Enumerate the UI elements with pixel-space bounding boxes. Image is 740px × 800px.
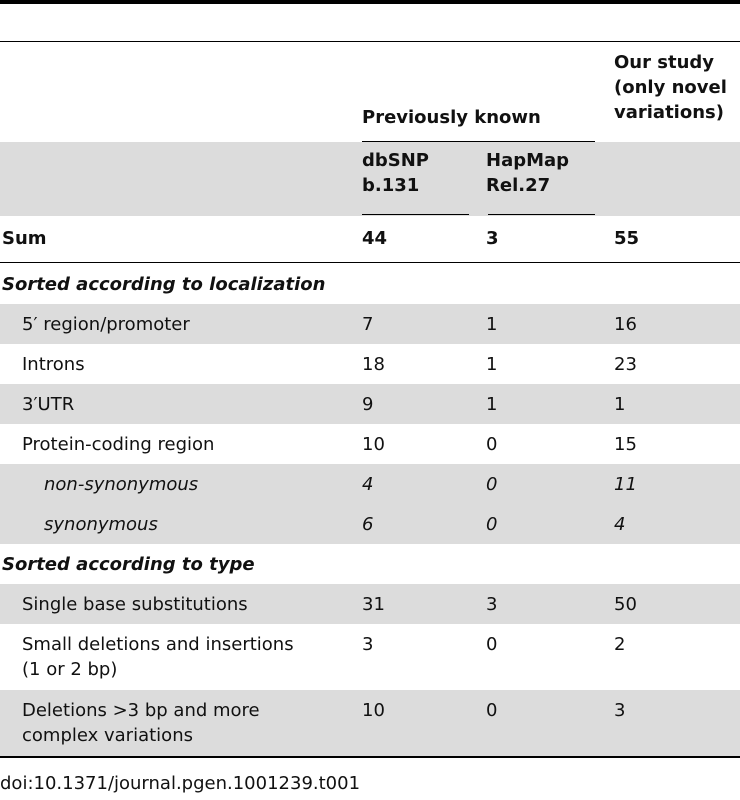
sum-row <box>0 216 740 264</box>
hapmap-header: HapMap Rel.27 <box>476 142 602 216</box>
sum-dbsnp: 44 <box>362 228 388 249</box>
sum-study: 55 <box>614 228 640 249</box>
our-study-header: Our study (only novel variations) <box>614 52 727 123</box>
table-row: Deletions >3 bp and more complex variations 10 0 3 <box>0 690 740 756</box>
hapmap-underline <box>488 214 595 215</box>
header-row-1 <box>0 42 740 142</box>
sum-rule <box>0 262 740 263</box>
table-row: Introns 18 1 23 <box>22 354 637 375</box>
table-row: synonymous 6 0 4 <box>0 504 740 544</box>
sum-label: Sum <box>2 228 47 249</box>
dbsnp-header: dbSNP b.131 <box>352 142 476 216</box>
table-row: Small deletions and insertions (1 or 2 bp) 3 0 2 <box>22 634 626 680</box>
previously-known-header: Previously known <box>362 107 541 128</box>
doi-caption: doi:10.1371/journal.pgen.1001239.t001 <box>0 773 361 794</box>
section-localization: Sorted according to localization <box>2 274 326 295</box>
header-row-2 <box>0 142 740 216</box>
table-row: Protein-coding region 10 0 15 <box>22 434 637 455</box>
table-row: 5′ region/promoter 7 1 16 <box>0 304 740 344</box>
table-row: 3′UTR 9 1 1 <box>0 384 740 424</box>
variations-table <box>0 42 740 756</box>
dbsnp-underline <box>362 214 469 215</box>
sum-hapmap: 3 <box>486 228 499 249</box>
previously-known-underline <box>362 141 595 142</box>
bottom-rule <box>0 756 740 758</box>
section-type: Sorted according to type <box>2 554 255 575</box>
table-row: non-synonymous 4 0 11 <box>0 464 740 504</box>
top-rule <box>0 0 740 4</box>
table-row: Single base substitutions 31 3 50 <box>0 584 740 624</box>
